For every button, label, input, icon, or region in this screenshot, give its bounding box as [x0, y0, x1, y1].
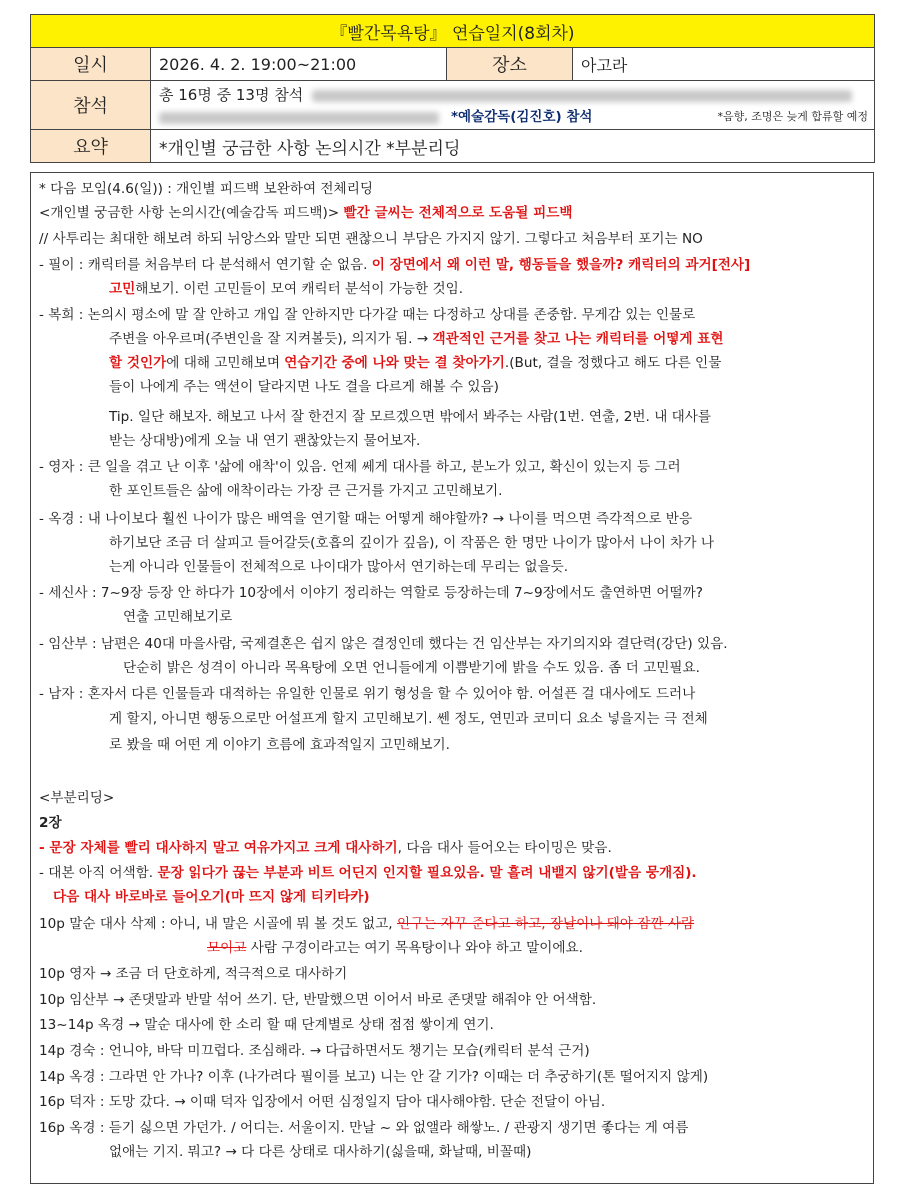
note-pregnant-10p: 10p 임산부 → 존댓말과 반말 섞어 쓰기. 단, 반말했으면 이어서 바로 존댓말 해줘야 안 어색함.	[39, 992, 597, 1008]
note-okgyeong-16p-2: 없애는 기지. 뭐고? → 다 다른 상태로 대사하기(싫을때, 화날때, 비꼴때)	[109, 1144, 532, 1160]
bokhui-feedback: - 복희 : 논의시 평소에 말 잘 안하고 개입 잘 안하지만 다가갈 때는 다정하고 상대를 존중함. 무게감 있는 인물로	[39, 307, 696, 323]
note-deokja-16p: 16p 덕자 : 도망 갔다. → 이때 덕자 입장에서 어떤 심정일지 담아 대사해야함. 단순 전달이 아님.	[39, 1094, 606, 1110]
okgyeong-feedback-2: 하기보단 조금 더 살피고 들어갈듯(호흡의 깊이가 깊음), 이 작품은 한 명만 나이가 많아서 나이 차가 나	[109, 535, 715, 551]
late-note: *음향, 조명은 늦게 합류할 예정	[717, 110, 869, 123]
scene2-note-1: - 문장 자체를 빨리 대사하지 말고 여유가지고 크게 대사하기, 다음 대사 들어오는 타이밍은 맞음.	[39, 840, 612, 856]
next-meeting-line: * 다음 모임(4.6(일)) : 개인별 피드백 보완하여 전체리딩	[39, 181, 373, 197]
feedback-heading: <개인별 궁금한 사항 논의시간(예술감독 피드백)> 빨간 글씨는 전체적으로 도움될 피드백	[39, 205, 573, 221]
date-label: 일시	[31, 48, 151, 81]
man-feedback-2: 게 할지, 아니면 행동으로만 어설프게 할지 고민해보기. 쎈 정도, 연민과 코미디 요소 넣을지는 극 전체	[109, 711, 708, 727]
header-table	[30, 14, 875, 163]
redacted-names	[312, 90, 852, 102]
director-note: *예술감독(김진호) 참석	[451, 109, 593, 125]
okgyeong-feedback-3: 는게 아니라 인물들이 전체적으로 나이대가 많아서 연기하는데 무리는 없을듯.	[109, 559, 569, 575]
dialect-note: // 사투리는 최대한 해보려 하되 뉘앙스와 말만 되면 괜찮으니 부담은 가지지 않기. 그렇다고 처음부터 포기는 NO	[39, 231, 703, 247]
okgyeong-feedback: - 옥경 : 내 나이보다 훨씬 나이가 많은 배역을 연기할 때는 어떻게 해야할까? → 나이를 먹으면 즉각적으로 반응	[39, 511, 693, 527]
sesinsa-feedback: - 세신사 : 7~9장 등장 안 하다가 10장에서 이야기 정리하는 역할로 등장하는데 7~9장에서도 출연하면 어떨까?	[39, 585, 703, 601]
attend-cell	[151, 81, 875, 130]
man-feedback: - 남자 : 혼자서 다른 인물들과 대적하는 유일한 인물로 위기 형성을 할 수 있어야 함. 어설픈 걸 대사에도 드러나	[39, 686, 696, 702]
note-gyeongsuk-14p: 14p 경숙 : 언니야, 바닥 미끄럽다. 조심해라. → 다급하면서도 챙기는 모습(캐릭터 분석 근거)	[39, 1043, 590, 1059]
pregnant-feedback-2: 단순히 밝은 성격이 아니라 목욕탕에 오면 언니들에게 이쁨받기에 밝을 수도 있음. 좀 더 고민필요.	[123, 660, 700, 676]
partial-reading-heading: <부분리딩>	[39, 790, 115, 806]
tip-line-2: 받는 상대방)에게 오늘 내 연기 괜찮았는지 물어보자.	[109, 433, 421, 449]
scene2-note-3: 다음 대사 바로바로 들어오기(마 뜨지 않게 티키타카)	[53, 889, 370, 905]
malsun-line-delete-2: 모이고 사람 구경이라고는 여기 목욕탕이나 와야 하고 말이에요.	[207, 940, 583, 956]
tip-line: Tip. 일단 해보자. 해보고 나서 잘 한건지 잘 모르겠으면 밖에서 봐주는 사람(1번. 연출, 2번. 내 대사를	[109, 409, 712, 425]
note-okgyeong-14p: 14p 옥경 : 그라면 안 가나? 이후 (나가려다 필이를 보고) 니는 안 갈 기가? 이때는 더 추궁하기(톤 떨어지지 않게)	[39, 1069, 709, 1085]
note-youngja-10p: 10p 영자 → 조금 더 단호하게, 적극적으로 대사하기	[39, 966, 348, 982]
journal-body	[30, 172, 874, 1184]
summary-label: 요약	[31, 130, 151, 163]
place-label: 장소	[447, 48, 573, 81]
scene2-note-2: - 대본 아직 어색함. 문장 읽다가 끊는 부분과 비트 어딘지 인지할 필요있음. 말 흘려 내뱉지 않기(발음 뭉개짐).	[39, 865, 697, 881]
attend-count: 총 16명 중 13명 참석	[159, 86, 304, 104]
note-okgyeong-16p: 16p 옥경 : 듣기 싫으면 가던가. / 어디는. 서울이지. 만날 ~ 와 없앨라 해쌓노. / 관광지 생기면 좋다는 게 여름	[39, 1120, 689, 1136]
youngja-feedback-2: 한 포인트들은 삶에 애착이라는 가장 큰 근거를 가지고 고민해보기.	[109, 483, 503, 499]
malsun-line-delete: 10p 말순 대사 삭제 : 아니, 내 말은 시골에 뭐 볼 것도 없고, 인구는 자꾸 준다고 하고, 장날이나 돼야 잠깐 사람	[39, 916, 695, 932]
redacted-names-2	[159, 112, 439, 124]
note-okgyeong-13p: 13~14p 옥경 → 말순 대사에 한 소리 할 때 단계별로 상태 점점 쌓이게 연기.	[39, 1017, 494, 1033]
date-value: 2026. 4. 2. 19:00~21:00	[151, 48, 447, 81]
pili-feedback: - 필이 : 캐릭터를 처음부터 다 분석해서 연기할 순 없음. 이 장면에서 왜 이런 말, 행동들을 했을까? 캐릭터의 과거[전사]	[39, 257, 751, 273]
journal-title: 『빨간목욕탕』 연습일지(8회차)	[31, 15, 875, 48]
attend-label: 참석	[31, 81, 151, 130]
bokhui-feedback-2: 주변을 아우르며(주변인을 잘 지켜볼듯), 의지가 됨. → 객관적인 근거를 찾고 나는 캐릭터를 어떻게 표현	[109, 331, 724, 347]
sesinsa-feedback-2: 연출 고민해보기로	[123, 609, 233, 625]
summary-value: *개인별 궁금한 사항 논의시간 *부분리딩	[151, 130, 875, 163]
place-value: 아고라	[573, 48, 875, 81]
man-feedback-3: 로 봤을 때 어떤 게 이야기 흐름에 효과적일지 고민해보기.	[109, 737, 450, 753]
pili-feedback-cont: 고민해보기. 이런 고민들이 모여 캐릭터 분석이 가능한 것임.	[109, 281, 464, 297]
scene-2-heading: 2장	[39, 815, 62, 831]
youngja-feedback: - 영자 : 큰 일을 겪고 난 이후 '삶에 애착'이 있음. 언제 쎄게 대사를 하고, 분노가 있고, 확신이 있는지 등 그러	[39, 459, 681, 475]
bokhui-feedback-3: 할 것인가에 대해 고민해보며 연습기간 중에 나와 맞는 결 찾아가기.(But, 결을 정했다고 해도 다른 인물	[109, 355, 722, 371]
pregnant-feedback: - 임산부 : 남편은 40대 마을사람, 국제결혼은 쉽지 않은 결정인데 했다는 건 임산부는 자기의지와 결단력(강단) 있음.	[39, 636, 728, 652]
bokhui-feedback-4: 들이 나에게 주는 액션이 달라지면 나도 결을 다르게 해볼 수 있음)	[109, 379, 499, 395]
